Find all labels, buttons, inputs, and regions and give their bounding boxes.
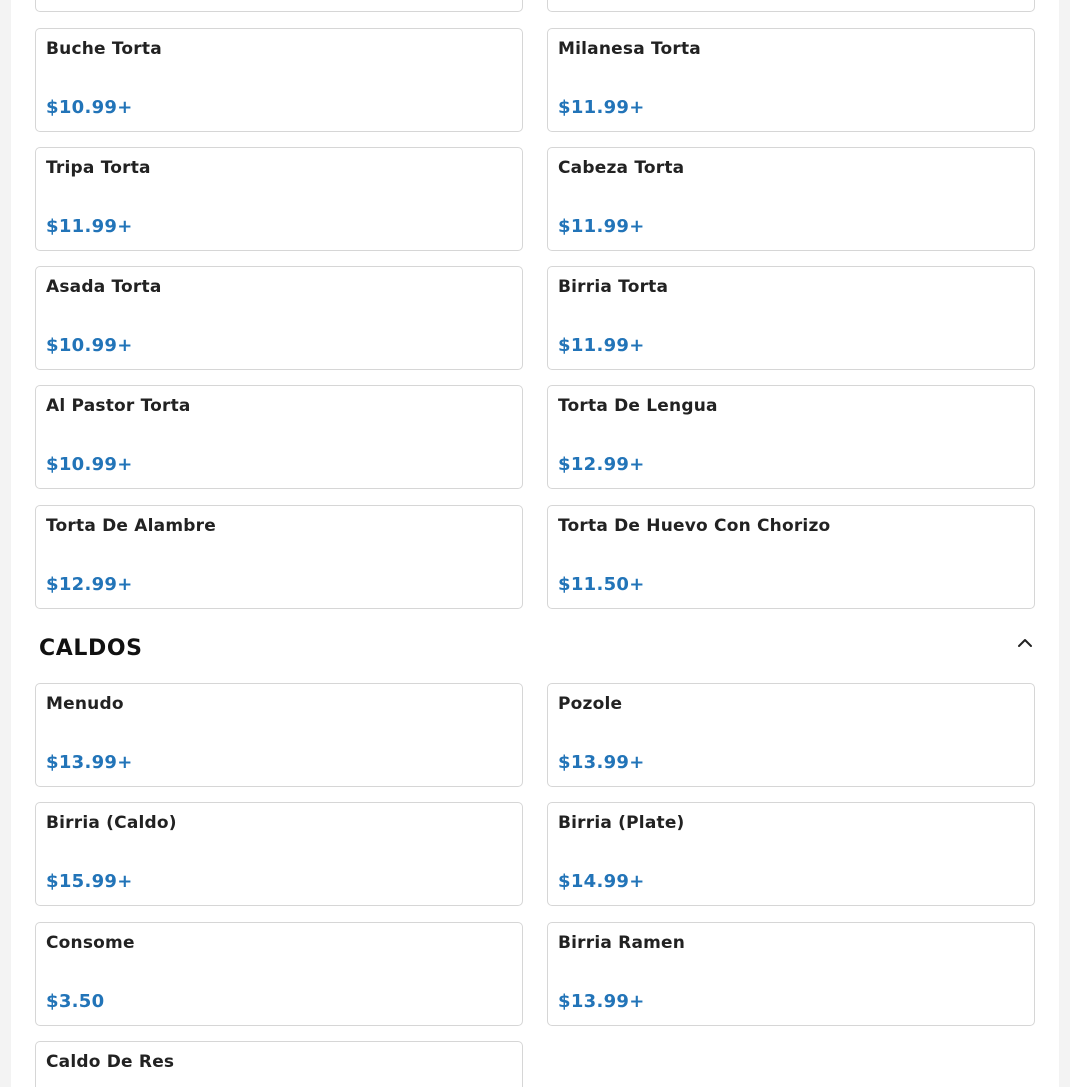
item-price: $11.99+ bbox=[46, 216, 133, 237]
item-name: Consome bbox=[46, 933, 135, 953]
item-name: Milanesa Torta bbox=[558, 39, 701, 59]
item-name: Tripa Torta bbox=[46, 158, 151, 178]
menu-item-card[interactable] bbox=[547, 802, 1035, 906]
menu-item-card[interactable] bbox=[35, 147, 523, 251]
item-price: $3.50 bbox=[46, 991, 105, 1012]
item-price: $11.99+ bbox=[558, 97, 645, 118]
item-name: Asada Torta bbox=[46, 277, 162, 297]
item-price: $13.99+ bbox=[46, 752, 133, 773]
item-price: $11.50+ bbox=[558, 574, 645, 595]
menu-item-card[interactable] bbox=[547, 28, 1035, 132]
item-price: $15.99+ bbox=[46, 871, 133, 892]
item-price: $12.99+ bbox=[558, 454, 645, 475]
item-name: Birria Ramen bbox=[558, 933, 686, 953]
menu-item-card[interactable] bbox=[35, 1041, 523, 1087]
menu-item-card[interactable] bbox=[35, 505, 523, 609]
item-price: $13.99+ bbox=[558, 991, 645, 1012]
item-name: Cabeza Torta bbox=[558, 158, 685, 178]
menu-item-card[interactable] bbox=[35, 683, 523, 787]
menu-item-card[interactable] bbox=[547, 266, 1035, 370]
menu-item-card[interactable] bbox=[35, 28, 523, 132]
menu-item-card[interactable] bbox=[547, 922, 1035, 1026]
section-title-caldos: CALDOS bbox=[39, 636, 143, 661]
item-name: Caldo De Res bbox=[46, 1052, 175, 1072]
item-price: $11.99+ bbox=[558, 335, 645, 356]
item-name: Torta De Alambre bbox=[46, 516, 216, 536]
menu-item-card[interactable] bbox=[547, 385, 1035, 489]
menu-item-card[interactable] bbox=[547, 0, 1035, 12]
item-name: Al Pastor Torta bbox=[46, 396, 191, 416]
item-name: Birria Torta bbox=[558, 277, 669, 297]
menu-page bbox=[11, 0, 1059, 1087]
item-name: Torta De Lengua bbox=[558, 396, 718, 416]
menu-item-card[interactable] bbox=[35, 0, 523, 12]
menu-item-card[interactable] bbox=[35, 802, 523, 906]
item-price: $13.99+ bbox=[558, 752, 645, 773]
menu-item-card[interactable] bbox=[35, 266, 523, 370]
item-name: Torta De Huevo Con Chorizo bbox=[558, 516, 831, 536]
item-price: $10.99+ bbox=[46, 97, 133, 118]
item-price: $11.99+ bbox=[558, 216, 645, 237]
item-price: $10.99+ bbox=[46, 335, 133, 356]
chevron-up-icon[interactable] bbox=[1015, 633, 1035, 653]
item-name: Birria (Plate) bbox=[558, 813, 685, 833]
item-price: $12.99+ bbox=[46, 574, 133, 595]
item-price: $10.99+ bbox=[46, 454, 133, 475]
item-name: Pozole bbox=[558, 694, 623, 714]
menu-item-card[interactable] bbox=[547, 147, 1035, 251]
menu-item-card[interactable] bbox=[35, 922, 523, 1026]
item-name: Buche Torta bbox=[46, 39, 162, 59]
item-name: Birria (Caldo) bbox=[46, 813, 177, 833]
item-name: Menudo bbox=[46, 694, 124, 714]
item-price: $14.99+ bbox=[558, 871, 645, 892]
menu-item-card[interactable] bbox=[547, 505, 1035, 609]
menu-item-card[interactable] bbox=[35, 385, 523, 489]
menu-item-card[interactable] bbox=[547, 683, 1035, 787]
